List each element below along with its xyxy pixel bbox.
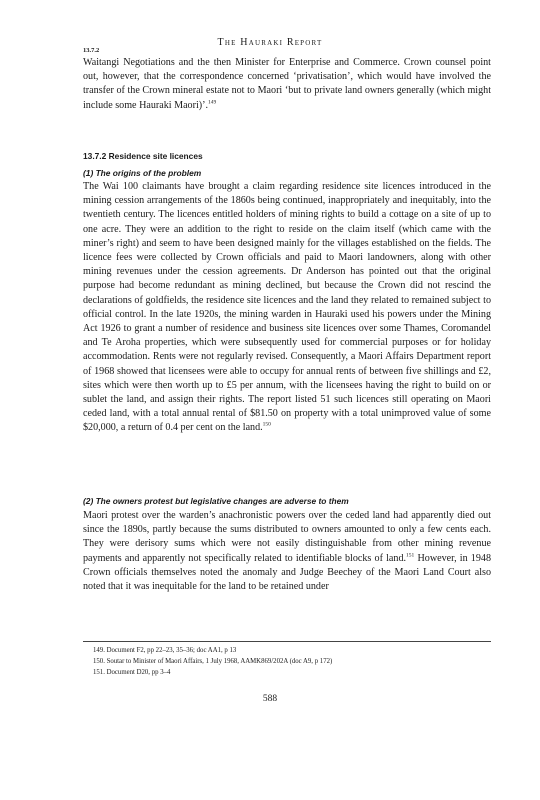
intro-paragraph xyxy=(83,56,491,113)
footnote-ref-150: 150 xyxy=(262,422,271,429)
footnote-150: 150. Soutar to Minister of Maori Affairs, 1 July 1968, AAMK869/202A (doc A9, p 172) xyxy=(93,657,333,665)
footnote-ref-151: 151 xyxy=(406,552,415,559)
page-number: 588 xyxy=(262,694,278,704)
subsection-2-text-a: Maori protest over the warden’s anachronistic powers over the ceded land had apparently died out since the 1890s, partly because the sums distributed to owners amounted to only a few cents each. They were derisory sums which were not easily distinguishable from other mining revenue payments and apparently not specifically related to identifiable blocks of land. xyxy=(83,510,491,564)
running-head: The Hauraki Report xyxy=(217,37,323,48)
footnote-149: 149. Document F2, pp 22–23, 35–36; doc AA1, p 13 xyxy=(93,647,237,654)
footnote-151: 151. Document D20, pp 3–4 xyxy=(93,668,171,676)
footnote-ref-149: 149 xyxy=(208,99,217,106)
intro-paragraph-text: Waitangi Negotiations and the then Minister for Enterprise and Commerce. Crown counsel point out, however, that the correspondence concerned ‘privatisation’, which would have involved the transfer of the Crown mineral estate not to Maori ‘but to private land owners generally (which might include some Hauraki Maori)’. xyxy=(83,57,491,111)
subsection-2-paragraph xyxy=(83,509,491,594)
subsection-2-heading: (2) The owners protest but legislative changes are adverse to them xyxy=(83,496,349,506)
subsection-2-text-b: However, in 1948 Crown officials themselves noted the anomaly and Judge Beechey of the Maori Land Court also noted that it was inequitable for the land to be retained under xyxy=(83,552,491,593)
subsection-1-heading: (1) The origins of the problem xyxy=(83,168,202,178)
footnote-divider xyxy=(83,641,491,642)
subsection-1-text: The Wai 100 claimants have brought a claim regarding residence site licences introduced in the mining cession arrangements of the 1860s being continued, inappropriately and inequitably, into the twentieth century. The licences entitled holders of mining rights to build a cottage on a site of up to one acre. They were an addition to the right to reside on the claim itself (which came with the miner’s right) and seem to have been designed mainly for the villages established on the fields. The licence fees were collected by Crown officials and paid to Maori landowners, along with other mining revenues under the cession agreements. Dr Anderson has pointed out that the original purpose had become redundant as mining declined, but because the Crown did not rescind the declarations of goldfields, the residence site licences and the land they related to remained subject to official control. In the late 1920s, the mining warden in Hauraki used his powers under the Mining Act 1926 to grant a number of residence and business site licences over some Thames, Coromandel and Te Aroha properties, which were subsequently used for commercial purposes or for holiday accommodation. Rents were not regularly revised. Consequently, a Maori Affairs Department report of 1968 showed that licensees were able to occupy for annual rents of between five shillings and £2, sites which were then worth up to £5 per annum, with the licensees having the right to build on or sublet the land, and assign their rights. The report listed 51 such licences still operating on Maori ceded land, with a total annual rental of $81.50 on property with a total unimproved value of some $20,000, a return of 0.4 per cent on the land. xyxy=(83,181,491,434)
section-heading: 13.7.2 Residence site licences xyxy=(83,151,203,161)
section-reference: 13.7.2 xyxy=(83,47,100,54)
subsection-1-paragraph xyxy=(83,180,491,436)
footnotes xyxy=(93,646,483,678)
